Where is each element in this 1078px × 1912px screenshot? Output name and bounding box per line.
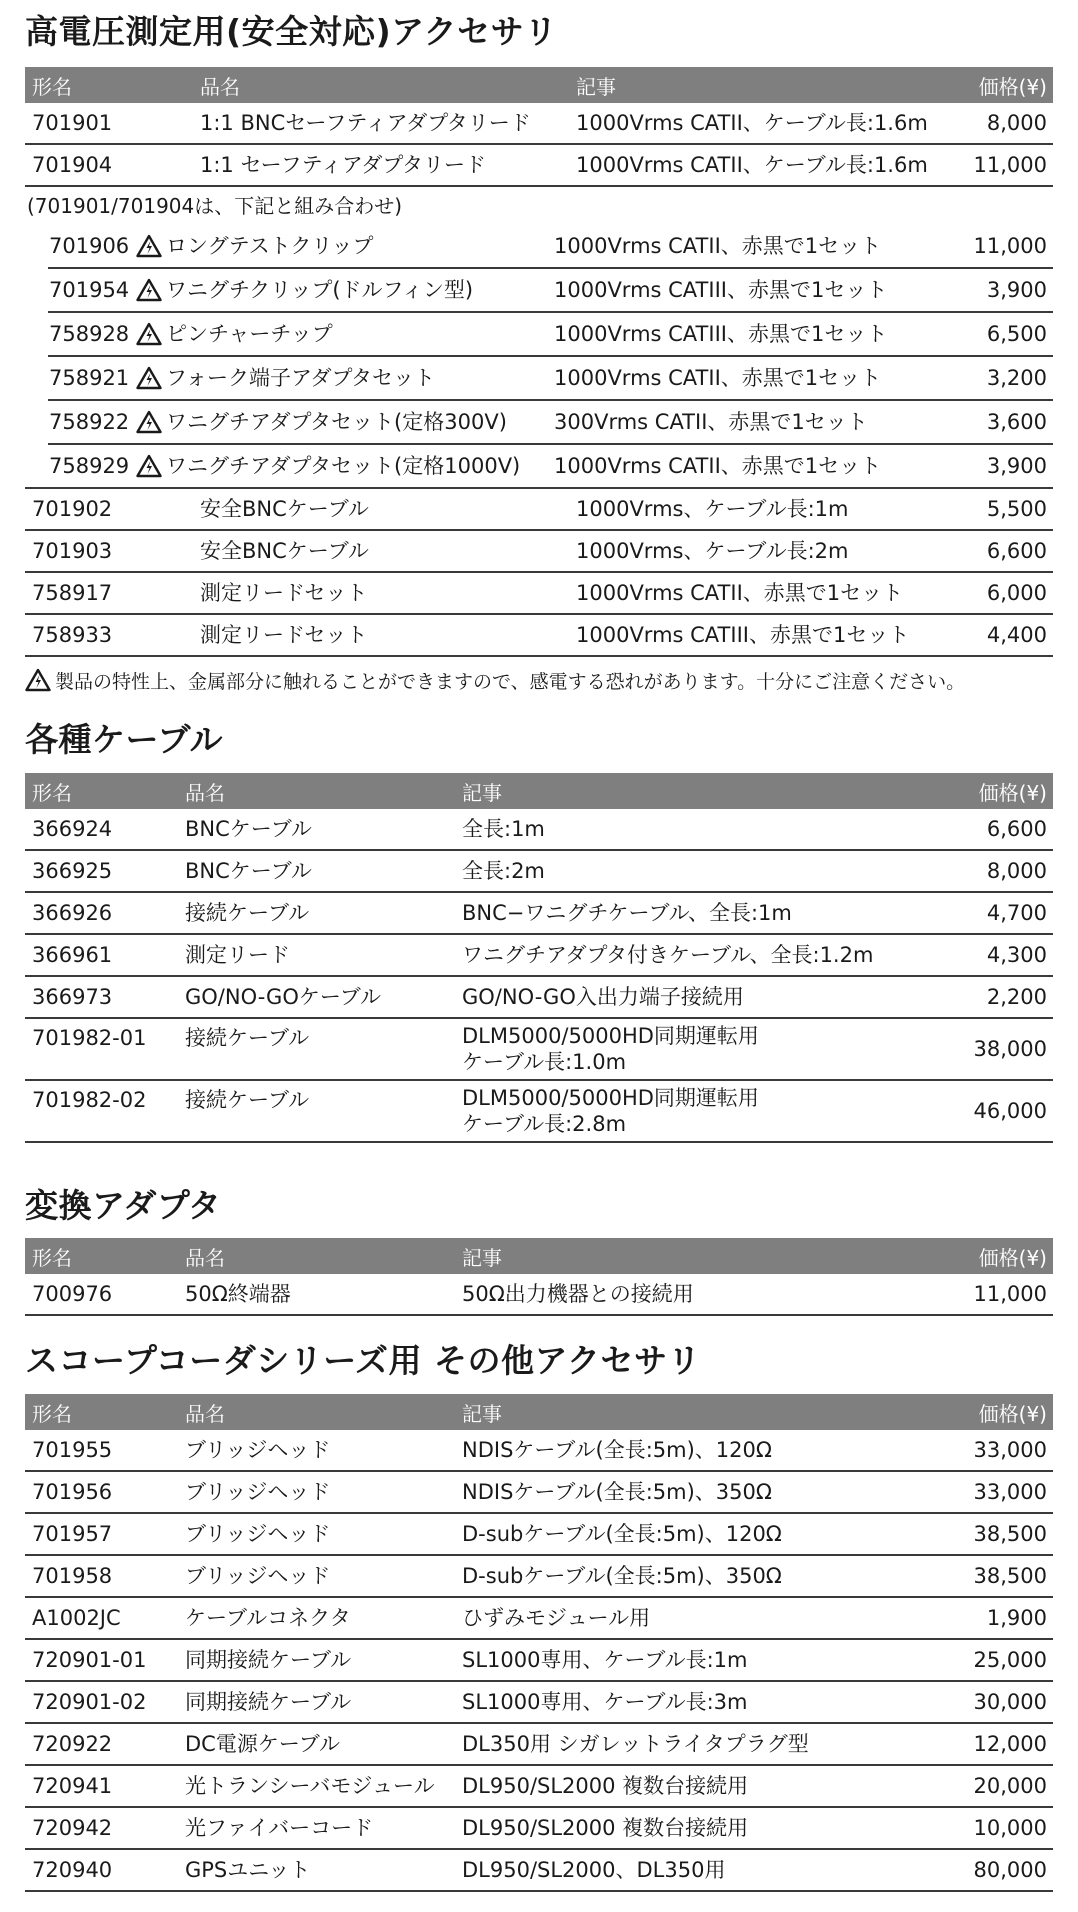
section-cables <box>25 720 223 760</box>
combo-note: (701901/701904は、下記と組み合わせ) <box>27 194 403 218</box>
cell-name: BNCケーブル <box>178 850 455 892</box>
cell-model: 720901-02 <box>25 1681 178 1723</box>
cell-price: 5,500 <box>943 488 1053 530</box>
cell-model: 758928 <box>49 322 130 346</box>
table-header <box>25 1238 1053 1274</box>
high-voltage-warning-icon <box>132 410 166 434</box>
cell-name: 1:1 BNCセーフティアダプタリード <box>193 103 569 144</box>
cell-name: 安全BNCケーブル <box>193 488 569 530</box>
cell-price: 33,000 <box>943 1471 1053 1513</box>
cell-desc: DL950/SL2000 複数台接続用 <box>455 1807 943 1849</box>
cell-price: 6,500 <box>986 322 1047 346</box>
cell-desc: 1000Vrms CATII、ケーブル長:1.6m <box>569 144 943 186</box>
cell-name: 安全BNCケーブル <box>193 530 569 572</box>
cell-model: 366924 <box>25 809 178 850</box>
header-model: 形名 <box>25 1238 178 1274</box>
header-desc: 記事 <box>455 1238 943 1274</box>
combo-note-row <box>25 186 1053 225</box>
cell-model: 366926 <box>25 892 178 934</box>
table-row <box>25 572 1053 614</box>
warning-text: 製品の特性上、金属部分に触れることができますので、感電する恐れがあります。十分にご注意ください。 <box>55 670 966 693</box>
cell-desc: 1000Vrms、ケーブル長:2m <box>569 530 943 572</box>
section-title: 各種ケーブル <box>25 720 224 759</box>
cell-desc: 300Vrms CATII、赤黒で1セット <box>554 410 868 434</box>
cell-desc-line1: DLM5000/5000HD同期運転用 <box>462 1024 759 1048</box>
cell-desc-line2: ケーブル長:1.0m <box>462 1050 627 1074</box>
header-desc: 記事 <box>569 67 943 103</box>
cell-desc: 全長:1m <box>455 809 943 850</box>
table-row <box>25 1555 1053 1597</box>
cell-price: 2,200 <box>943 976 1053 1018</box>
cell-desc: GO/NO-GO入出力端子接続用 <box>455 976 943 1018</box>
cell-model: 701955 <box>25 1430 178 1471</box>
cell-model: 758917 <box>25 572 193 614</box>
high-voltage-warning-icon <box>132 454 166 478</box>
cell-model: 366925 <box>25 850 178 892</box>
table-row <box>25 934 1053 976</box>
cell-name: 同期接続ケーブル <box>178 1681 455 1723</box>
cell-name: ピンチャーチップ <box>166 322 333 346</box>
section-high-voltage-accessories <box>25 12 558 52</box>
cell-desc: 1000Vrms、ケーブル長:1m <box>569 488 943 530</box>
adapters-table <box>25 1238 1053 1316</box>
header-name: 品名 <box>193 67 569 103</box>
table-row <box>25 488 1053 530</box>
cell-name: 接続ケーブル <box>178 1080 455 1142</box>
cell-price: 80,000 <box>943 1849 1053 1891</box>
table-header <box>25 1394 1053 1430</box>
cell-desc: D-subケーブル(全長:5m)、350Ω <box>455 1555 943 1597</box>
cell-desc: 1000Vrms CATIII、赤黒で1セット <box>554 322 888 346</box>
high-voltage-warning-icon <box>132 234 166 258</box>
cell-model: 366973 <box>25 976 178 1018</box>
cell-name: ロングテストクリップ <box>166 234 374 258</box>
cell-name: GO/NO-GOケーブル <box>178 976 455 1018</box>
cell-price: 33,000 <box>943 1430 1053 1471</box>
cell-price: 11,000 <box>973 234 1047 258</box>
cell-desc: 1000Vrms CATIII、赤黒で1セット <box>554 278 888 302</box>
cell-model: 701901 <box>25 103 193 144</box>
cell-price: 38,500 <box>943 1513 1053 1555</box>
cell-name: ブリッジヘッド <box>178 1430 455 1471</box>
cell-price: 3,900 <box>986 454 1047 478</box>
header-model: 形名 <box>25 773 178 809</box>
cell-model: 720942 <box>25 1807 178 1849</box>
cell-name: ブリッジヘッド <box>178 1471 455 1513</box>
cell-desc: 50Ω出力機器との接続用 <box>455 1274 943 1315</box>
cell-price: 3,900 <box>986 278 1047 302</box>
table-row <box>25 1849 1053 1891</box>
header-name: 品名 <box>178 1394 455 1430</box>
header-price: 価格(¥) <box>943 1394 1053 1430</box>
cell-price: 8,000 <box>943 850 1053 892</box>
electric-shock-warning <box>25 660 965 700</box>
table-header <box>25 67 1053 103</box>
cell-model: 366961 <box>25 934 178 976</box>
cell-desc: DL350用 シガレットライタプラグ型 <box>455 1723 943 1765</box>
cell-price: 46,000 <box>943 1080 1053 1142</box>
cell-desc: 1000Vrms CATIII、赤黒で1セット <box>569 614 943 656</box>
cell-model: 758933 <box>25 614 193 656</box>
cell-desc: DL950/SL2000、DL350用 <box>455 1849 943 1891</box>
cell-price: 10,000 <box>943 1807 1053 1849</box>
cell-desc: 1000Vrms CATII、赤黒で1セット <box>554 234 882 258</box>
cell-name: フォーク端子アダプタセット <box>166 366 436 390</box>
cell-price: 6,000 <box>943 572 1053 614</box>
cell-model: 701904 <box>25 144 193 186</box>
cell-desc: 1000Vrms CATII、赤黒で1セット <box>554 454 882 478</box>
cell-desc: SL1000専用、ケーブル長:3m <box>455 1681 943 1723</box>
cell-price: 11,000 <box>943 144 1053 186</box>
cell-desc: 全長:2m <box>455 850 943 892</box>
cell-name: 50Ω終端器 <box>178 1274 455 1315</box>
cell-model: 701957 <box>25 1513 178 1555</box>
sub-table-row <box>25 445 1053 488</box>
table-row <box>25 144 1053 186</box>
cell-model: 701902 <box>25 488 193 530</box>
cell-model: 758921 <box>49 366 130 390</box>
cell-name: 光トランシーバモジュール <box>178 1765 455 1807</box>
cell-name: 測定リードセット <box>193 572 569 614</box>
table-row <box>25 530 1053 572</box>
table-row <box>25 1681 1053 1723</box>
cell-model: 701903 <box>25 530 193 572</box>
cell-model: A1002JC <box>25 1597 178 1639</box>
cell-model: 758922 <box>49 410 130 434</box>
cell-price: 20,000 <box>943 1765 1053 1807</box>
high-voltage-warning-icon <box>132 322 166 346</box>
cell-model: 758929 <box>49 454 130 478</box>
cell-name: 測定リードセット <box>193 614 569 656</box>
cell-name: 接続ケーブル <box>178 892 455 934</box>
cell-price: 11,000 <box>943 1274 1053 1315</box>
cables-table <box>25 773 1053 1143</box>
table-row <box>25 1807 1053 1849</box>
table-row <box>25 1597 1053 1639</box>
table-row <box>25 892 1053 934</box>
cell-name: BNCケーブル <box>178 809 455 850</box>
cell-desc: DL950/SL2000 複数台接続用 <box>455 1765 943 1807</box>
table-row <box>25 1765 1053 1807</box>
high-voltage-warning-icon <box>132 278 166 302</box>
section-title: 高電圧測定用(安全対応)アクセサリ <box>25 12 558 51</box>
section-scopecorder-accessories <box>25 1341 701 1381</box>
header-model: 形名 <box>25 1394 178 1430</box>
table-row <box>25 1471 1053 1513</box>
cell-model: 720901-01 <box>25 1639 178 1681</box>
cell-desc: NDISケーブル(全長:5m)、350Ω <box>455 1471 943 1513</box>
section-title: 変換アダプタ <box>25 1186 222 1225</box>
sub-table-row <box>25 401 1053 445</box>
sub-table-row <box>25 357 1053 401</box>
cell-desc: D-subケーブル(全長:5m)、120Ω <box>455 1513 943 1555</box>
sub-table-row <box>25 313 1053 357</box>
cell-price: 3,200 <box>986 366 1047 390</box>
high-voltage-warning-icon <box>25 668 51 692</box>
cell-desc-line2: ケーブル長:2.8m <box>462 1112 627 1136</box>
cell-model: 720922 <box>25 1723 178 1765</box>
cell-price: 38,000 <box>943 1018 1053 1080</box>
header-model: 形名 <box>25 67 193 103</box>
header-price: 価格(¥) <box>943 1238 1053 1274</box>
section-adapters <box>25 1186 221 1226</box>
cell-name: ワニグチアダプタセット(定格300V) <box>166 410 507 434</box>
cell-price: 6,600 <box>943 530 1053 572</box>
header-price: 価格(¥) <box>943 773 1053 809</box>
header-desc: 記事 <box>455 773 943 809</box>
cell-model: 701954 <box>49 278 130 302</box>
table-row <box>25 1639 1053 1681</box>
scopecorder-accessories-table <box>25 1394 1053 1892</box>
cell-price: 6,600 <box>943 809 1053 850</box>
cell-price: 25,000 <box>943 1639 1053 1681</box>
section-title: スコープコーダシリーズ用 その他アクセサリ <box>25 1341 702 1380</box>
high-voltage-accessories-table <box>25 67 1053 657</box>
cell-name: 光ファイバーコード <box>178 1807 455 1849</box>
table-row <box>25 1513 1053 1555</box>
cell-desc: 1000Vrms CATII、ケーブル長:1.6m <box>569 103 943 144</box>
cell-name: 同期接続ケーブル <box>178 1639 455 1681</box>
cell-model: 701982-02 <box>25 1080 178 1142</box>
cell-desc-line1: DLM5000/5000HD同期運転用 <box>462 1086 759 1110</box>
table-row <box>25 103 1053 144</box>
cell-desc: 1000Vrms CATII、赤黒で1セット <box>569 572 943 614</box>
cell-name: ブリッジヘッド <box>178 1513 455 1555</box>
table-header <box>25 773 1053 809</box>
cell-model: 701982-01 <box>25 1018 178 1080</box>
header-price: 価格(¥) <box>943 67 1053 103</box>
table-row <box>25 1018 1053 1080</box>
cell-desc: NDISケーブル(全長:5m)、120Ω <box>455 1430 943 1471</box>
cell-price: 8,000 <box>943 103 1053 144</box>
cell-name: ワニグチクリップ(ドルフィン型) <box>166 278 474 302</box>
cell-desc: SL1000専用、ケーブル長:1m <box>455 1639 943 1681</box>
cell-model: 701956 <box>25 1471 178 1513</box>
cell-name: 1:1 セーフティアダプタリード <box>193 144 569 186</box>
table-row <box>25 614 1053 656</box>
cell-name: DC電源ケーブル <box>178 1723 455 1765</box>
cell-name: ブリッジヘッド <box>178 1555 455 1597</box>
cell-desc <box>455 1018 943 1080</box>
cell-price: 4,300 <box>943 934 1053 976</box>
cell-model: 701958 <box>25 1555 178 1597</box>
cell-price: 1,900 <box>943 1597 1053 1639</box>
table-row <box>25 850 1053 892</box>
cell-price: 30,000 <box>943 1681 1053 1723</box>
cell-price: 12,000 <box>943 1723 1053 1765</box>
cell-name: 接続ケーブル <box>178 1018 455 1080</box>
cell-desc <box>455 1080 943 1142</box>
table-row <box>25 1274 1053 1315</box>
cell-desc: 1000Vrms CATII、赤黒で1セット <box>554 366 882 390</box>
cell-price: 38,500 <box>943 1555 1053 1597</box>
cell-name: GPSユニット <box>178 1849 455 1891</box>
cell-price: 4,400 <box>943 614 1053 656</box>
cell-model: 720941 <box>25 1765 178 1807</box>
cell-desc: ひずみモジュール用 <box>455 1597 943 1639</box>
table-row <box>25 1723 1053 1765</box>
cell-model: 720940 <box>25 1849 178 1891</box>
table-row <box>25 809 1053 850</box>
sub-table-row <box>25 269 1053 313</box>
cell-desc: BNC−ワニグチケーブル、全長:1m <box>455 892 943 934</box>
table-row <box>25 1430 1053 1471</box>
cell-name: 測定リード <box>178 934 455 976</box>
table-row <box>25 976 1053 1018</box>
high-voltage-warning-icon <box>132 366 166 390</box>
header-desc: 記事 <box>455 1394 943 1430</box>
cell-name: ワニグチアダプタセット(定格1000V) <box>166 454 521 478</box>
header-name: 品名 <box>178 773 455 809</box>
sub-table-row <box>25 225 1053 269</box>
cell-model: 701906 <box>49 234 130 258</box>
cell-price: 3,600 <box>986 410 1047 434</box>
cell-name: ケーブルコネクタ <box>178 1597 455 1639</box>
cell-desc: ワニグチアダプタ付きケーブル、全長:1.2m <box>455 934 943 976</box>
cell-model: 700976 <box>25 1274 178 1315</box>
table-row <box>25 1080 1053 1142</box>
cell-price: 4,700 <box>943 892 1053 934</box>
header-name: 品名 <box>178 1238 455 1274</box>
